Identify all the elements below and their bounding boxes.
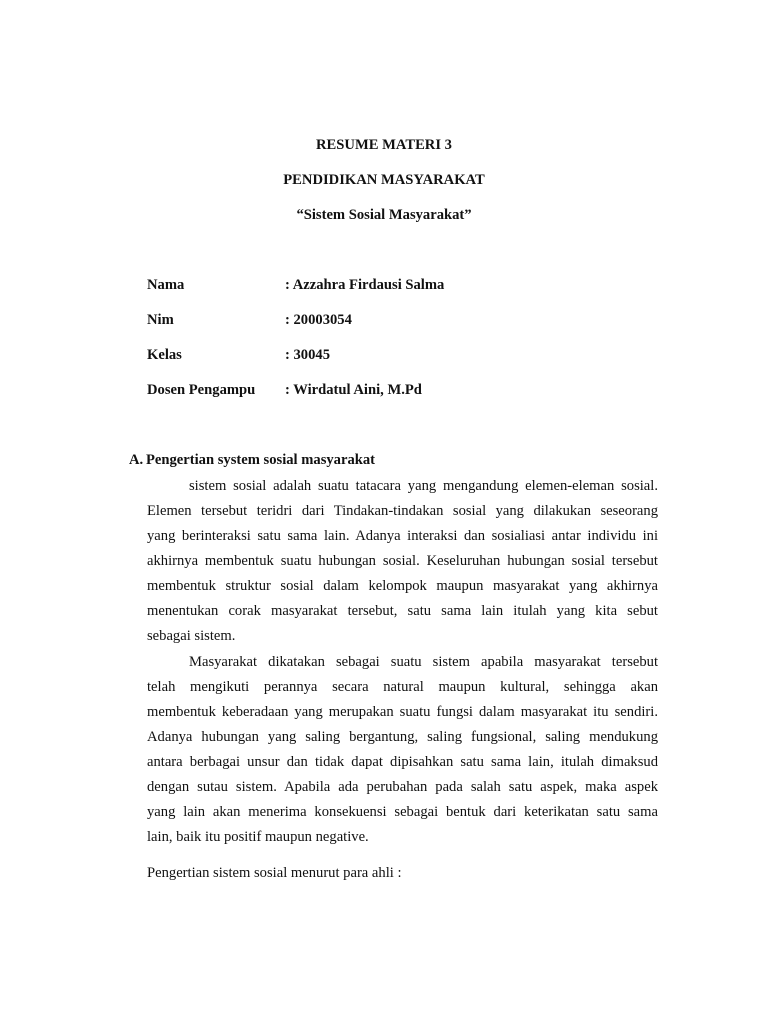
paragraph-line: telah mengikuti perannya secara natural maupun kultural, sehingga akan (147, 679, 658, 695)
identity-label-dosen: Dosen Pengampu (147, 382, 256, 398)
paragraph-line: Masyarakat dikatakan sebagai suatu sistem apabila masyarakat tersebut (189, 654, 658, 670)
paragraph-line: yang lain akan menerima konsekuensi sebagai bentuk dari keterikatan satu sama (147, 804, 658, 820)
paragraph-line: membentuk keberadaan yang merupakan suatu fungsi dalam masyarakat itu sendiri. (147, 704, 658, 720)
paragraph-line: menentukan corak masyarakat tersebut, satu sama lain itulah yang kita sebut (147, 603, 658, 619)
section-heading: Pengertian system sosial masyarakat (146, 452, 376, 468)
paragraph-line: Elemen tersebut teridri dari Tindakan-tindakan sosial yang dilakukan seseorang (147, 503, 658, 519)
identity-label-nim: Nim (147, 312, 174, 328)
topic-title: “Sistem Sosial Masyarakat” (296, 207, 472, 223)
identity-label-kelas: Kelas (147, 347, 182, 363)
experts-intro: Pengertian sistem sosial menurut para ahli : (147, 865, 402, 881)
section-letter: A. (129, 452, 144, 468)
paragraph-line: membentuk struktur sosial dalam kelompok maupun masyarakat yang akhirnya (147, 578, 658, 594)
paragraph-line: Adanya hubungan yang saling bergantung, saling fungsional, saling mendukung (147, 729, 658, 745)
paragraph-line: akhirnya membentuk suatu hubungan sosial. Keseluruhan hubungan sosial tersebut (147, 553, 658, 569)
identity-value-nama: : Azzahra Firdausi Salma (285, 277, 445, 293)
paragraph-line: yang berinteraksi satu sama lain. Adanya interaksi dan sosialiasi antar individu ini (147, 528, 658, 544)
identity-value-dosen: : Wirdatul Aini, M.Pd (285, 382, 422, 398)
identity-value-nim: : 20003054 (285, 312, 352, 328)
identity-label-nama: Nama (147, 277, 185, 293)
paragraph-line: sistem sosial adalah suatu tatacara yang mengandung elemen-eleman sosial. (189, 478, 658, 494)
course-name: PENDIDIKAN MASYARAKAT (283, 172, 485, 188)
paragraph-line: sebagai sistem. (147, 628, 236, 644)
paragraph-line: lain, baik itu positif maupun negative. (147, 829, 369, 845)
document-title: RESUME MATERI 3 (316, 137, 452, 153)
identity-value-kelas: : 30045 (285, 347, 330, 363)
paragraph-line: dengan sutau sistem. Apabila ada perubahan pada salah satu aspek, maka aspek (147, 779, 658, 795)
paragraph-line: antara berbagai unsur dan tidak dapat dipisahkan satu sama lain, itulah dimaksud (147, 754, 658, 770)
